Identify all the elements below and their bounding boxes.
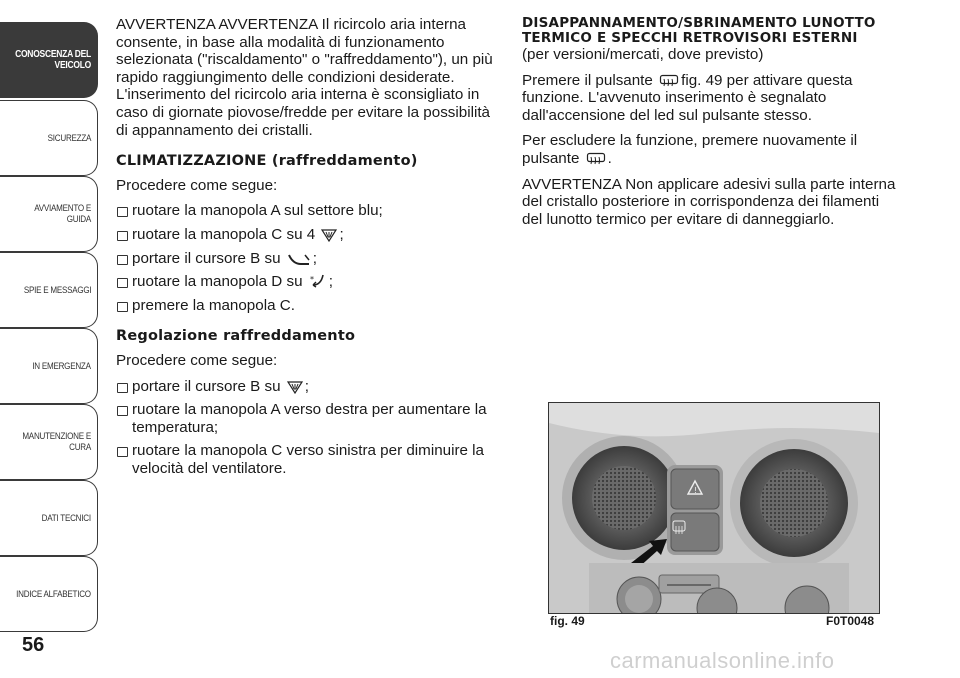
deactivation-paragraph: Per escludere la funzione, premere nuovamente il pulsante . (522, 132, 858, 167)
tab-sicurezza[interactable] (0, 100, 98, 176)
tab-conoscenza-del-veicolo[interactable] (0, 22, 98, 98)
list-item: ruotare la manopola C verso sinistra per diminuire la velocità del ventilatore. (116, 442, 501, 477)
tab-label: CONOSCENZA DEL VEICOLO (15, 49, 91, 71)
figure-caption: fig. 49 (550, 614, 585, 628)
recirculation-icon (309, 273, 327, 289)
air-distribution-icon (287, 252, 311, 266)
regulation-steps (116, 378, 501, 478)
tab-label: SPIE E MESSAGGI (23, 284, 91, 296)
rear-defrost-icon (659, 74, 679, 88)
list-item: portare il cursore B su ; (116, 378, 501, 396)
list-item: ruotare la manopola A sul settore blu; (116, 202, 501, 220)
tab-label: MANUTENZIONE E CURA (22, 431, 92, 453)
tab-label: SICUREZZA (47, 132, 91, 144)
fan-speed-icon (321, 228, 337, 242)
tab-in-emergenza[interactable] (0, 328, 98, 404)
figure-code: F0T0048 (826, 614, 875, 628)
adhesive-warning: AVVERTENZA Non applicare adesivi sulla parte interna del cristallo posteriore in corrispondenza dei filamenti del lunotto termico per evitare di danneggiarlo. (522, 175, 896, 228)
svg-text:*: * (309, 275, 314, 285)
svg-text:!: ! (694, 486, 698, 495)
tab-label: INDICE ALFABETICO (16, 588, 91, 600)
section-heading-regolazione: Regolazione raffreddamento (116, 328, 356, 345)
cooling-steps (116, 202, 501, 314)
availability-note: (per versioni/mercati, dove previsto) (522, 46, 764, 63)
section-heading-climatizzazione: CLIMATIZZAZIONE (raffreddamento) (116, 153, 418, 170)
dashboard-photo (548, 402, 880, 614)
recirculation-warning: AVVERTENZA AVVERTENZA Il ricircolo aria interna consente, in base alla modalità di funzionamento selezionata ("riscaldamento" o "raffreddamento"), un più rapido raggiungimento delle condizioni desiderate. L'inserimento del ricircolo aria interna è sconsigliato in caso di giornate piovose/fredde per evitare la possibilità di appannamento dei cristalli. (116, 16, 493, 139)
watermark: carmanualsonline.info (610, 648, 835, 673)
tab-label: DATI TECNICI (41, 512, 91, 524)
activation-paragraph: Premere il pulsante fig. 49 per attivare questa funzione. L'avvenuto inserimento è segnalato dall'accensione del led sul pulsante stesso. (522, 71, 853, 124)
page-number: 56 (22, 634, 45, 656)
tab-manutenzione-e-cura[interactable] (0, 404, 98, 480)
list-item: premere la manopola C. (116, 297, 501, 315)
list-item: ruotare la manopola C su 4 ; (116, 226, 501, 244)
left-column (116, 16, 501, 485)
tab-avviamento-e-guida[interactable] (0, 176, 98, 252)
dashboard-illustration (549, 403, 879, 613)
tab-label: AVVIAMENTO E GUIDA (34, 203, 91, 225)
procedure-intro: Procedere come segue: (116, 176, 278, 194)
rear-defrost-icon (586, 152, 606, 166)
section-heading-disappannamento: DISAPPANNAMENTO/SBRINAMENTO LUNOTTO TERMICO E SPECCHI RETROVISORI ESTERNI (522, 15, 876, 46)
tab-indice-alfabetico[interactable] (0, 556, 98, 632)
procedure-intro: Procedere come segue: (116, 351, 278, 369)
fan-speed-icon (287, 380, 303, 394)
list-item: ruotare la manopola A verso destra per aumentare la temperatura; (116, 401, 501, 436)
tab-spie-e-messaggi[interactable] (0, 252, 98, 328)
list-item: ruotare la manopola D su * ; (116, 273, 501, 291)
tab-label: IN EMERGENZA (32, 360, 91, 372)
list-item: portare il cursore B su ; (116, 250, 501, 268)
right-column (522, 16, 902, 236)
tab-dati-tecnici[interactable] (0, 480, 98, 556)
